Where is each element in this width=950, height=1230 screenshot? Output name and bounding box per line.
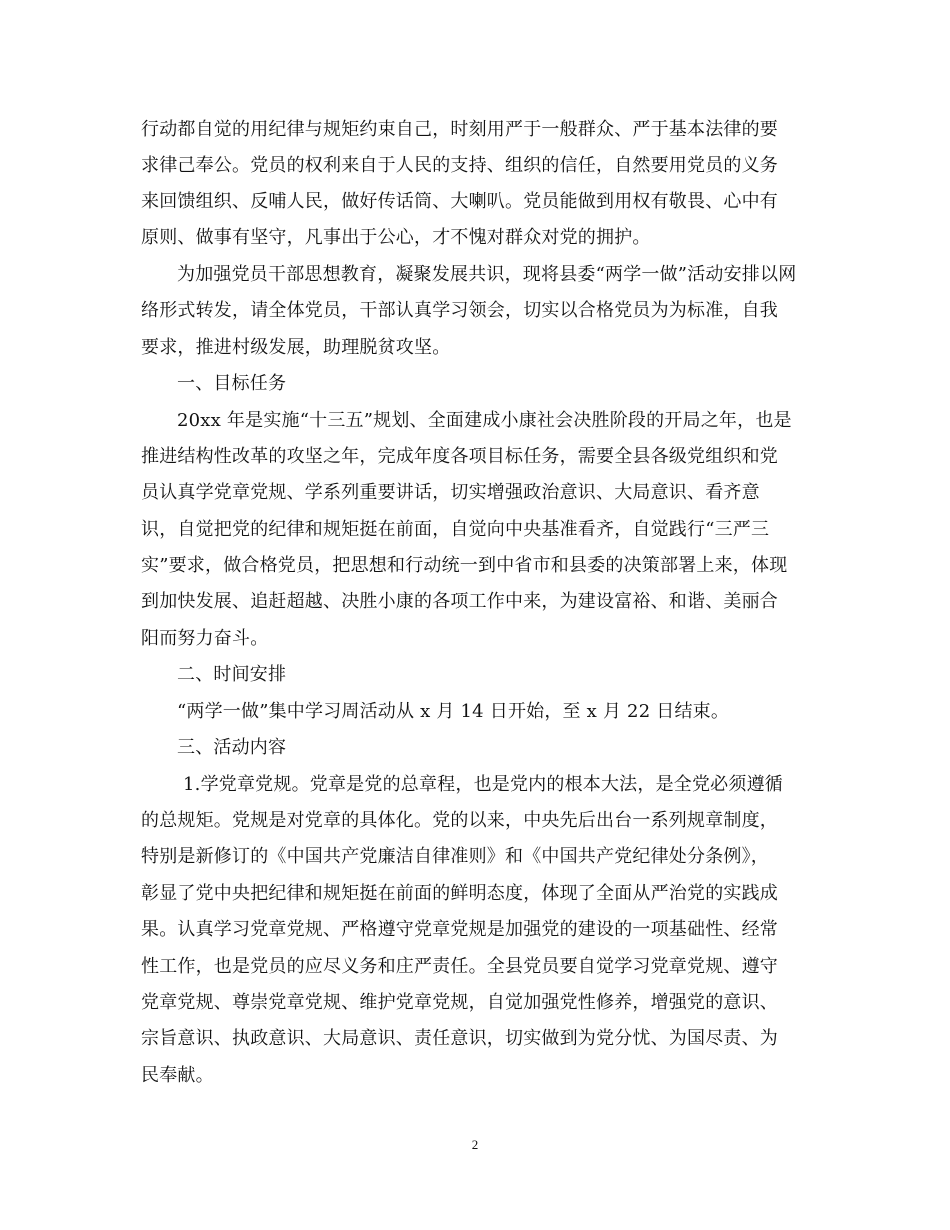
paragraph-line: 性工作，也是党员的应尽义务和庄严责任。全县党员要自觉学习党章党规、遵守 [141,956,778,977]
paragraph-line: 阳而努力奋斗。 [141,628,269,649]
paragraph-line: 来回馈组织、反哺人民，做好传话筒、大喇叭。党员能做到用权有敬畏、心中有 [141,191,778,212]
paragraph-line: 特别是新修订的《中国共产党廉洁自律准则》和《中国共产党纪律处分条例》， [141,846,769,867]
paragraph-line: 到加快发展、追赶超越、决胜小康的各项工作中来，为建设富裕、和谐、美丽合 [141,591,778,612]
paragraph-line: 求律己奉公。党员的权利来自于人民的支持、组织的信任，自然要用党员的义务 [141,155,778,176]
paragraph-line: 行动都自觉的用纪律与规矩约束自己，时刻用严于一般群众、严于基本法律的要 [141,119,778,140]
paragraph-line: 识，自觉把党的纪律和规矩挺在前面，自觉向中央基准看齐，自觉践行“三严三 [141,519,770,540]
paragraph-line: 宗旨意识、执政意识、大局意识、责任意识，切实做到为党分忧、为国尽责、为 [141,1028,778,1049]
paragraph-line: 实”要求，做合格党员，把思想和行动统一到中省市和县委的决策部署上来，体现 [141,555,788,576]
paragraph-line: 彰显了党中央把纪律和规矩挺在前面的鲜明态度，体现了全面从严治党的实践成 [141,883,778,904]
paragraph-line: 党章党规、尊崇党章党规、维护党章党规，自觉加强党性修养，增强党的意识、 [141,992,778,1013]
section-heading: 一、目标任务 [177,373,287,394]
paragraph-line: 络形式转发，请全体党员，干部认真学习领会，切实以合格党员为为标准，自我 [141,300,778,321]
paragraph-line: 员认真学党章党规、学系列重要讲话，切实增强政治意识、大局意识、看齐意 [141,482,760,503]
section-heading: 三、活动内容 [177,737,287,758]
paragraph-line: “两学一做”集中学习周活动从 x 月 14 日开始，至 x 月 22 日结束。 [177,701,730,722]
section-heading: 二、时间安排 [177,664,287,685]
paragraph-line: 要求，推进村级发展，助理脱贫攻坚。 [141,337,451,358]
paragraph-line: 果。认真学习党章党规、严格遵守党章党规是加强党的建设的一项基础性、经常 [141,919,778,940]
page-number: 2 [471,1137,479,1152]
paragraph-line: 为加强党员干部思想教育，凝聚发展共识，现将县委“两学一做”活动安排以网 [177,264,797,285]
paragraph-line: 推进结构性改革的攻坚之年，完成年度各项目标任务，需要全县各级党组织和党 [141,446,778,467]
paragraph-line: 20xx 年是实施“十三五”规划、全面建成小康社会决胜阶段的开局之年，也是 [177,410,792,431]
paragraph-line: 民奉献。 [141,1065,214,1086]
paragraph-line: 1.学党章党规。党章是党的总章程，也是党内的根本大法，是全党必须遵循 [183,774,783,795]
paragraph-line: 原则、做事有坚守，凡事出于公心，才不愧对群众对党的拥护。 [141,227,651,248]
paragraph-line: 的总规矩。党规是对党章的具体化。党的以来，中央先后出台一系列规章制度， [141,810,778,831]
